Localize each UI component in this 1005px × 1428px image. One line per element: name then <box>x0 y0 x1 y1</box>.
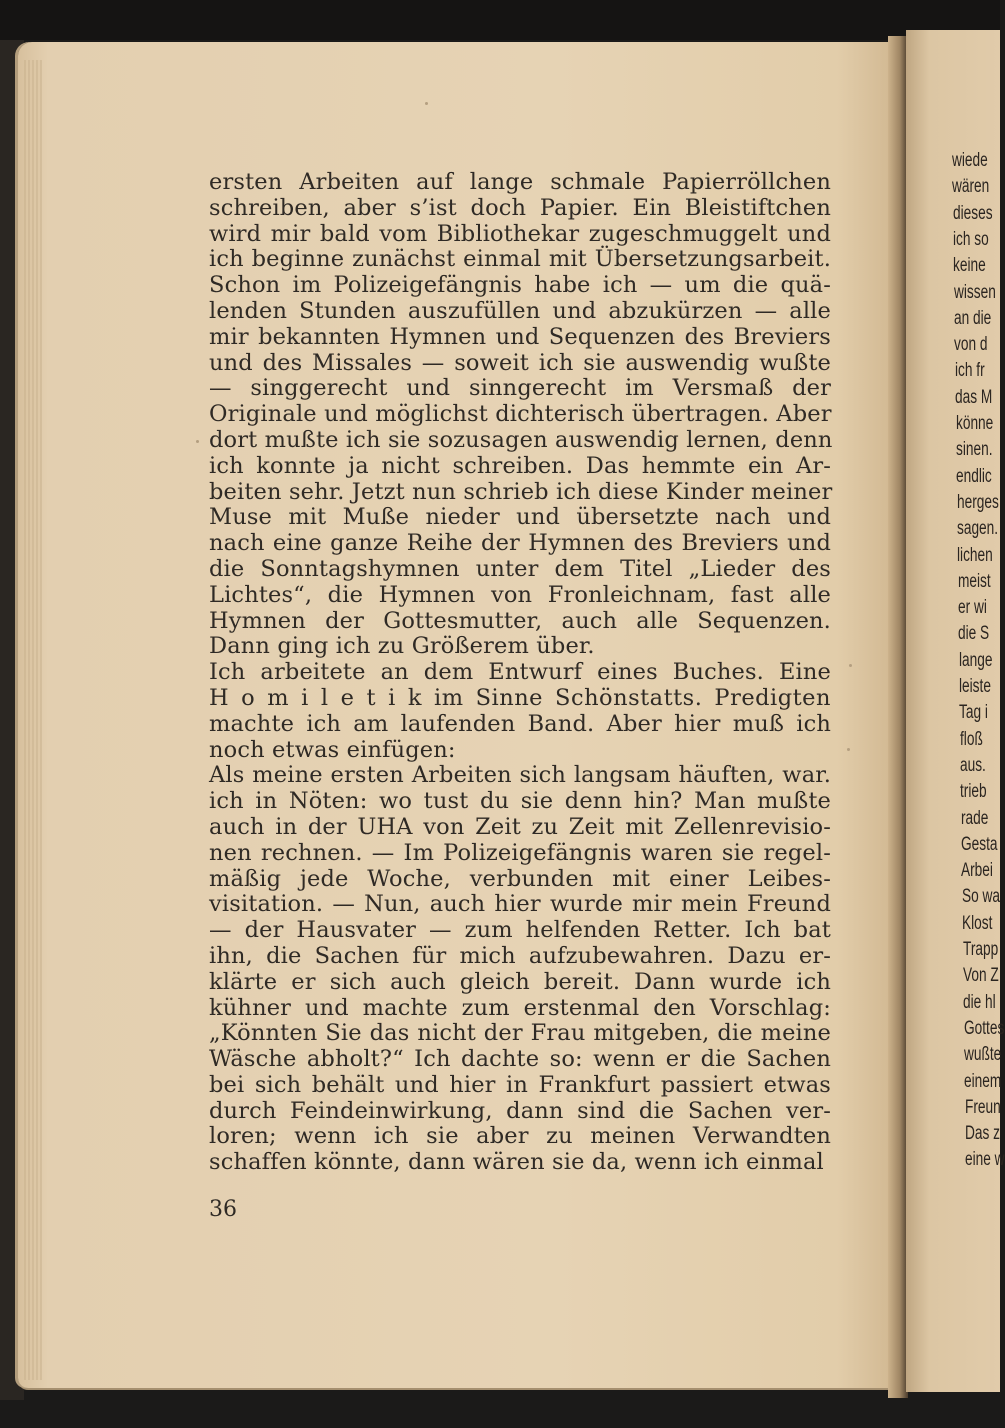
facing-page-line: Von Z <box>962 965 999 987</box>
facing-page-line: an die <box>954 307 992 329</box>
text-line: dort mußte ich sie sozusagen auswendig lernen, denn <box>209 426 833 453</box>
text-line: — singgerecht und sinngerecht im Versmaß der <box>209 375 831 402</box>
text-line: ich in Nöten: wo tust du sie denn hin? Man mußte <box>209 788 831 815</box>
text-line: H o m i l e t i k im Sinne Schönstatts. Predigten <box>209 684 831 711</box>
paper-speck <box>847 748 850 751</box>
facing-page-line: Klost <box>962 912 993 934</box>
text-line: Lichtes“, die Hymnen von Fronleichnam, fast alle <box>209 581 831 608</box>
text-line: machte ich am laufenden Band. Aber hier muß ich <box>209 710 831 737</box>
text-line: beiten sehr. Jetzt nun schrieb ich diese Kinder meiner <box>209 478 833 505</box>
text-line: Ich arbeitete an dem Entwurf eines Buches. Eine <box>209 659 831 686</box>
facing-page-line: er wi <box>957 597 987 619</box>
paper-speck <box>425 102 428 105</box>
text-line: klärte er sich auch gleich bereit. Dann wurde ich <box>209 968 831 995</box>
facing-page-line: dieses <box>952 202 993 224</box>
text-line: ich beginne zunächst einmal mit Übersetzungsarbeit. <box>209 246 831 273</box>
text-line: kühner und machte zum erstenmal den Vorschlag: <box>209 994 831 1021</box>
page-number: 36 <box>209 1197 237 1222</box>
facing-page-line: So wa <box>961 886 1000 908</box>
facing-page-line: keine <box>953 255 987 277</box>
facing-page-line: meist <box>957 570 991 592</box>
facing-page-line: von d <box>954 334 988 356</box>
facing-page-line: Trapp <box>962 939 998 960</box>
facing-page-line: Gottes <box>963 1017 1004 1039</box>
facing-page-line: ich so <box>953 228 989 250</box>
text-line: lenden Stunden auszufüllen und abzukürzen — alle <box>209 297 831 324</box>
text-line: wird mir bald vom Bibliothekar zugeschmuggelt und <box>209 220 831 247</box>
text-line: durch Feindeinwirkung, dann sind die Sachen ver- <box>209 1097 831 1124</box>
text-line: loren; wenn ich sie aber zu meinen Verwandten <box>209 1123 831 1150</box>
text-line: nen rechnen. — Im Polizeigefängnis waren sie regel- <box>209 839 831 866</box>
text-line: ihn, die Sachen für mich aufzubewahren. Dazu er- <box>209 942 831 969</box>
text-line: — der Hausvater — zum helfenden Retter. Ich bat <box>209 917 831 944</box>
facing-page-line: ich fr <box>954 360 985 382</box>
facing-page-line: die hl <box>963 991 996 1013</box>
facing-page-line: aus. <box>960 754 986 776</box>
text-line: schaffen könnte, dann wären sie da, wenn ich einmal <box>209 1149 824 1176</box>
book-gutter <box>888 36 908 1398</box>
facing-page-line: wußte <box>963 1044 1002 1066</box>
text-line: mir bekannten Hymnen und Sequenzen des Breviers <box>209 323 831 350</box>
text-line: Als meine ersten Arbeiten sich langsam häuften, war. <box>209 762 831 789</box>
facing-page-line: lange <box>958 649 993 671</box>
text-line: bei sich behält und hier in Frankfurt passiert etwas <box>209 1071 831 1098</box>
binding-top <box>0 0 1000 40</box>
paper-speck <box>196 440 199 443</box>
facing-page-line: floß <box>959 728 983 750</box>
text-line: schreiben, aber s’ist doch Papier. Ein Bleistiftchen <box>209 194 831 221</box>
text-line: Hymnen der Gottesmutter, auch alle Sequenzen. <box>209 607 831 634</box>
facing-page-line: trieb <box>960 781 988 803</box>
facing-page-line: endlic <box>956 465 992 487</box>
facing-page-line: Arbei <box>961 860 994 882</box>
text-line: ersten Arbeiten auf lange schmale Papierröllchen <box>209 169 831 195</box>
text-line: und des Missales — soweit ich sie auswendig wußte <box>209 349 831 376</box>
text-line: Schon im Polizeigefängnis habe ich — um die quä- <box>209 272 831 299</box>
body-text <box>209 170 831 1176</box>
page-stack-edge <box>24 60 42 1380</box>
text-line: Wäsche abholt?“ Ich dachte so: wenn er die Sachen <box>209 1046 831 1073</box>
text-line: „Könnten Sie das nicht der Frau mitgeben, die meine <box>209 1020 831 1047</box>
facing-page-line: das M <box>955 386 993 408</box>
facing-page-line: wären <box>952 176 990 198</box>
text-line: ich konnte ja nicht schreiben. Das hemmte ein Ar- <box>209 452 831 479</box>
facing-page-line: leiste <box>959 676 991 697</box>
text-line: Dann ging ich zu Größerem über. <box>209 633 595 660</box>
facing-page-line: Das z <box>964 1123 1000 1145</box>
facing-page-line: könne <box>955 413 993 434</box>
text-line: auch in der UHA von Zeit zu Zeit mit Zellenrevisio- <box>209 813 831 840</box>
paper-speck <box>849 664 852 667</box>
facing-page-line: sinen. <box>955 439 993 461</box>
facing-page-line: Gesta <box>961 833 998 855</box>
book-page-right <box>906 30 1005 1392</box>
text-line: die Sonntagshymnen unter dem Titel „Lieder des <box>209 555 831 582</box>
facing-page-line: Freun <box>964 1096 1001 1118</box>
text-line: Muse mit Muße nieder und übersetzte nach und <box>209 504 831 531</box>
facing-page-line: lichen <box>957 544 994 566</box>
facing-page-line: eine w <box>965 1149 1005 1171</box>
facing-page-line: wissen <box>953 281 996 303</box>
text-line: noch etwas einfügen: <box>209 736 456 763</box>
facing-page-line: rade <box>960 807 989 829</box>
facing-page-line: sagen. <box>956 518 998 540</box>
facing-page-line: herges <box>956 491 999 513</box>
text-line: nach eine ganze Reihe der Hymnen des Breviers und <box>209 530 831 557</box>
text-line: Originale und möglichst dichterisch übertragen. Aber <box>209 401 832 428</box>
facing-page-line: die S <box>958 623 990 645</box>
text-line: mäßig jede Woche, verbunden mit einer Leibes- <box>209 865 831 892</box>
text-line: visitation. — Nun, auch hier wurde mir mein Freund <box>209 891 831 918</box>
facing-page-line: Tag i <box>959 702 989 724</box>
facing-page-line: wiede <box>952 150 988 171</box>
facing-page-line: einem <box>964 1070 1002 1092</box>
